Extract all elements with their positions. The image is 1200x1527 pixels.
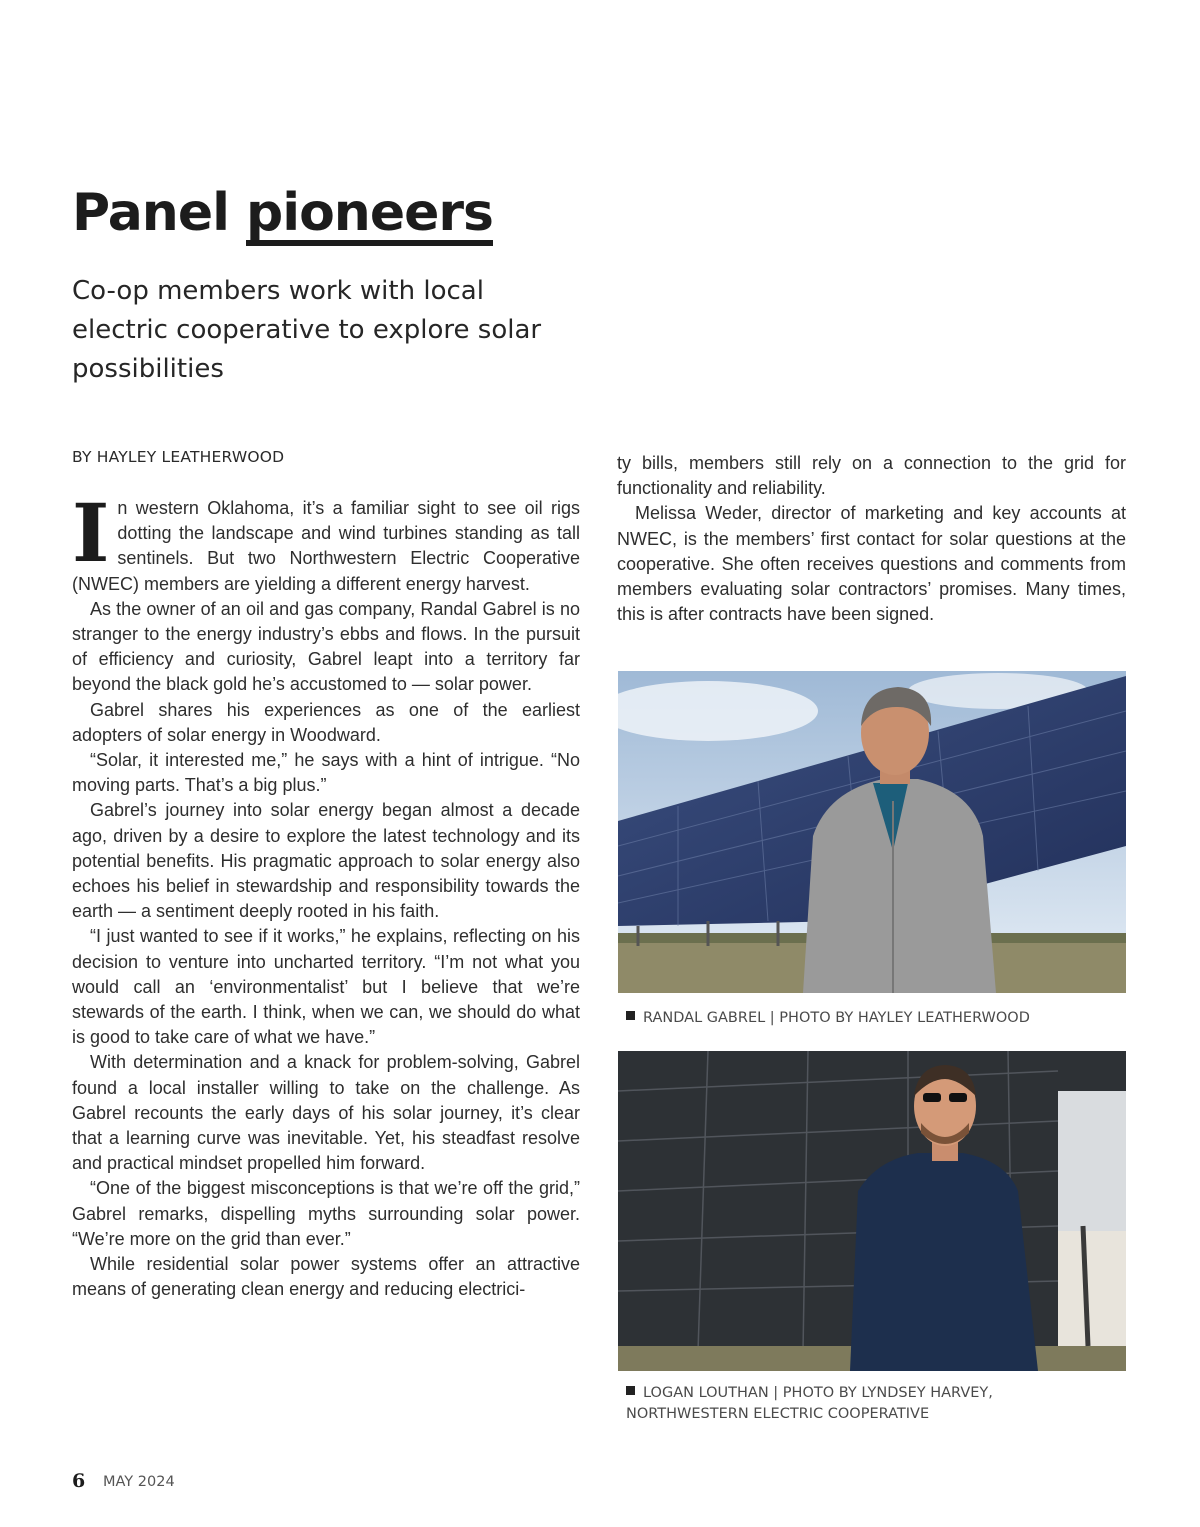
headline-word-1: Panel [72,183,229,243]
photo-logan-louthan [618,1051,1126,1371]
headline-word-2-underlined: pioneers [246,186,493,246]
issue-date: MAY 2024 [103,1474,175,1490]
photo-caption-1: RANDAL GABREL | PHOTO BY HAYLEY LEATHERWOOD [626,1008,1030,1029]
paragraph: As the owner of an oil and gas company, Randal Gabrel is no stranger to the energy industry’s ebbs and flows. In the pursuit of efficiency and curiosity, Gabrel leapt into a territory far beyond the black gold he’s accustomed to — solar power. [72,598,580,695]
paragraph: In western Oklahoma, it’s a familiar sight to see oil rigs dotting the landscape and wind turbines standing as tall sentinels. But two Northwestern Electric Cooperative (NWEC) members are yielding a different energy harvest. [72,486,580,594]
paragraph: “One of the biggest misconceptions is that we’re off the grid,” Gabrel remarks, dispelling myths surrounding solar power. “We’re more on the grid than ever.” [72,1178,580,1249]
subheadline: Co-op members work with local electric cooperative to explore solar possibilities [72,276,542,384]
photo-randal-gabrel [618,671,1126,993]
headline [72,178,493,248]
photo-caption-2: LOGAN LOUTHAN | PHOTO BY LYNDSEY HARVEY, NORTHWESTERN ELECTRIC COOPERATIVE [626,1385,993,1422]
caption-bullet-icon [626,1011,635,1020]
article-column-2 [617,451,1126,627]
paragraph: “Solar, it interested me,” he says with a hint of intrigue. “No moving parts. That’s a big plus.” [72,750,580,796]
paragraph: Gabrel shares his experiences as one of the earliest adopters of solar energy in Woodward. [72,699,580,745]
paragraph: Melissa Weder, director of marketing and key accounts at NWEC, is the members’ first contact for solar questions at the cooperative. She often receives questions and comments from members evaluating solar contractors’ promises. Many times, this is after contracts have been signed. [617,503,1126,625]
paragraph: ty bills, members still rely on a connection to the grid for functionality and reliability. [617,453,1126,499]
article-column-1 [72,486,580,1303]
caption-bullet-icon [626,1386,635,1395]
page-number: 6 [72,1470,86,1492]
paragraph: Gabrel’s journey into solar energy began almost a decade ago, driven by a desire to explore the latest technology and its potential benefits. His pragmatic approach to solar energy also echoes his belief in stewardship and responsibility towards the earth — a sentiment deeply rooted in his faith. [72,800,580,922]
byline: BY HAYLEY LEATHERWOOD [72,448,285,466]
drop-cap: I [72,486,110,580]
paragraph: “I just wanted to see if it works,” he explains, reflecting on his decision to venture into uncharted territory. “I’m not what you would call an ‘environmentalist’ but I believe that we’re stewards of the earth. I think, when we can, we should do what is good to take care of what we have.” [72,926,580,1048]
paragraph: While residential solar power systems offer an attractive means of generating clean energy and reducing electrici- [72,1254,580,1300]
paragraph: With determination and a knack for problem-solving, Gabrel found a local installer willing to take on the challenge. As Gabrel recounts the early days of his solar journey, it’s clear that a learning curve was inevitable. Yet, his steadfast resolve and practical mindset propelled him forward. [72,1052,580,1174]
